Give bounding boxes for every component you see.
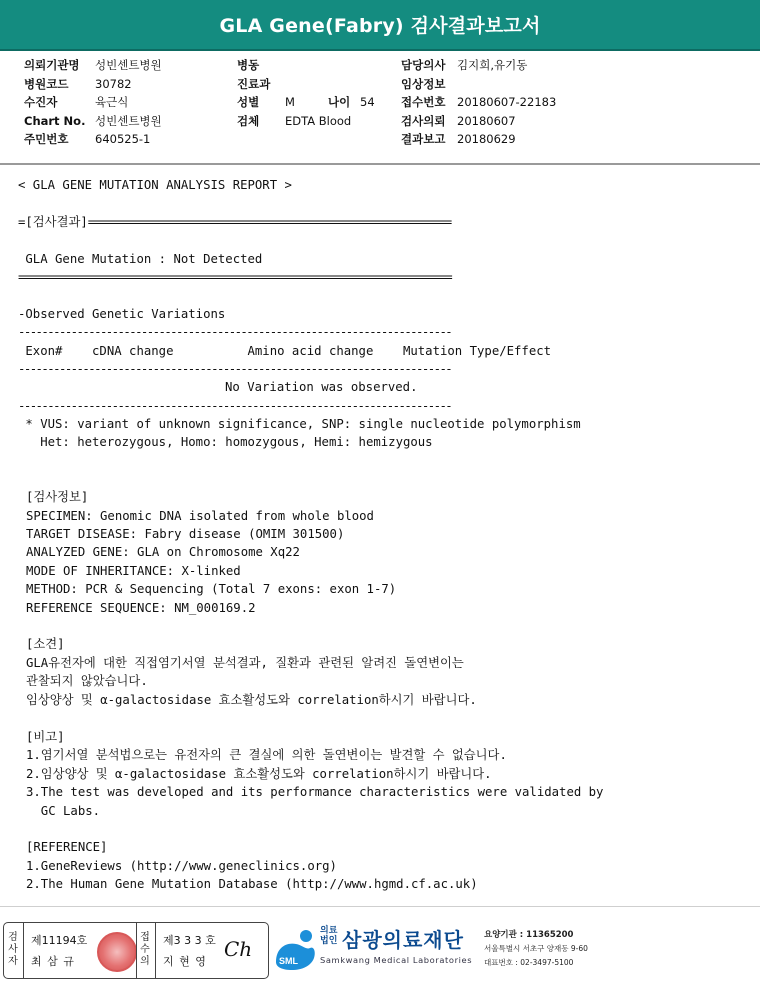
rule-line: -------------------------------------------------------------------------- [18, 399, 452, 413]
signature-box [3, 922, 269, 979]
info-label: 주민번호 [24, 132, 69, 146]
info-row [24, 56, 162, 75]
variations-title: -Observed Genetic Variations [18, 307, 226, 321]
info-value: 640525-1 [95, 132, 151, 146]
abbrev-note: * VUS: variant of unknown significance, SNP: single nucleotide polymorphism [18, 417, 581, 431]
institution-code [484, 928, 588, 942]
info-row [24, 75, 162, 94]
sml-logo-icon [272, 926, 318, 972]
institution-code-text: 요양기관 : 11365200 [484, 930, 574, 940]
info-label: 임상정보 [401, 76, 446, 91]
examiner-name: 최 삼 규 [31, 955, 75, 968]
rule-line: ============================================================== [87, 215, 451, 229]
patient-info-col1 [24, 56, 162, 149]
info-line: TARGET DISEASE: Fabry disease (OMIM 301500) [26, 527, 345, 541]
footer-divider [0, 906, 760, 907]
info-value: 20180629 [457, 132, 516, 146]
info-label: 검사의뢰 [401, 113, 446, 128]
result-section-label [18, 213, 451, 231]
reference-line: 2.The Human Gene Mutation Database (http://www.hgmd.cf.ac.uk) [26, 877, 478, 891]
info-value: 김지희,유기동 [457, 58, 528, 72]
info-line: SPECIMEN: Genomic DNA isolated from whole blood [26, 509, 374, 523]
report-title: GLA Gene(Fabry) 검사결과보고서 [219, 15, 541, 37]
divider [155, 923, 156, 978]
info-line: REFERENCE SEQUENCE: NM_000169.2 [26, 601, 256, 615]
info-label: 접수번호 [401, 95, 446, 109]
seal-stamp [97, 932, 137, 972]
info-value: 성빈센트병원 [95, 113, 162, 128]
remarks-section-title: [비고] [26, 730, 65, 744]
info-value: 성빈센트병원 [95, 58, 162, 72]
info-label: 진료과 [237, 76, 271, 91]
org-contact [484, 928, 588, 970]
org-badge [320, 926, 337, 946]
info-label: 병동 [237, 58, 260, 72]
info-section-title: [검사정보] [26, 490, 89, 504]
opinion-line: 임상양상 및 α-galactosidase 효소활성도와 correlation하시기 바랍니다. [26, 693, 477, 707]
info-label: 수진자 [24, 95, 58, 109]
info-row [24, 93, 162, 112]
reviewer-license: 제3 3 3 호 [163, 934, 216, 947]
divider [23, 923, 24, 978]
org-badge-top: 의료 [320, 926, 338, 936]
opinion-line: GLA유전자에 대한 직접염기서열 분석결과, 질환과 관련된 알려진 돌연변이는 [26, 656, 464, 670]
info-value: 30782 [95, 76, 132, 91]
address: 서울특별시 서초구 양재동 9-60 [484, 944, 588, 953]
info-label: 의뢰기관명 [24, 58, 80, 72]
header-divider [0, 163, 760, 165]
reviewer-signature: Ch [224, 937, 253, 961]
variation-table-header: Exon# cDNA change Amino acid change Mutation Type/Effect [18, 344, 552, 358]
patient-info-col3 [401, 56, 556, 149]
info-row [401, 93, 556, 112]
info-row [401, 56, 556, 75]
reviewer-name: 지 현 영 [163, 955, 207, 968]
opinion-line: 관찰되지 않았습니다. [26, 674, 148, 688]
remark-line: 3.The test was developed and its performance characteristics were validated by [26, 785, 604, 799]
info-value: 육근식 [95, 95, 129, 109]
reviewer-label: 접수의 [140, 932, 150, 967]
remark-line: 1.염기서열 분석법으로는 유전자의 큰 결실에 의한 돌연변이는 발견할 수 없습니다. [26, 748, 507, 762]
examiner-license: 제11194호 [31, 934, 88, 947]
info-label: 성별 [237, 95, 260, 109]
info-value: M [285, 95, 295, 109]
info-label: 병원코드 [24, 76, 69, 91]
phone: 대표번호 : 02-3497-5100 [484, 958, 574, 967]
org-english-name: Samkwang Medical Laboratories [320, 955, 473, 965]
abbrev-note: Het: heterozygous, Homo: homozygous, Hemi: hemizygous [18, 435, 433, 449]
info-row [237, 75, 351, 94]
info-value: 20180607 [457, 113, 516, 128]
no-variation-text: No Variation was observed. [225, 380, 418, 394]
info-value: 20180607-22183 [457, 95, 557, 109]
info-row [401, 112, 556, 131]
result-label: =[검사결과] [18, 215, 88, 229]
logo-text: SML [279, 956, 298, 966]
age-value: 54 [360, 95, 375, 109]
info-line: MODE OF INHERITANCE: X-linked [26, 564, 241, 578]
remark-line: 2.임상양상 및 α-galactosidase 효소활성도와 correlation하시기 바랍니다. [26, 767, 492, 781]
info-label: 결과보고 [401, 132, 446, 146]
divider [136, 923, 137, 978]
mutation-result: GLA Gene Mutation : Not Detected [18, 252, 263, 266]
rule-line: -------------------------------------------------------------------------- [18, 362, 452, 376]
org-badge-bottom: 법인 [320, 936, 338, 946]
report-header: < GLA GENE MUTATION ANALYSIS REPORT > [18, 178, 292, 192]
info-label: 담당의사 [401, 58, 446, 72]
info-row [237, 56, 351, 75]
age-label: 나이 [328, 95, 351, 109]
info-row [401, 75, 556, 94]
report-title-bar [0, 0, 760, 51]
info-line: METHOD: PCR & Sequencing (Total 7 exons: exon 1-7) [26, 582, 397, 596]
info-value: EDTA Blood [285, 113, 352, 128]
info-label: Chart No. [24, 113, 86, 128]
info-label: 검체 [237, 113, 260, 128]
rule-line: -------------------------------------------------------------------------- [18, 325, 452, 339]
info-row [24, 130, 162, 149]
info-row [24, 112, 162, 131]
reference-line: 1.GeneReviews (http://www.geneclinics.org) [26, 859, 337, 873]
remark-line: GC Labs. [26, 804, 101, 818]
opinion-section-title: [소견] [26, 637, 65, 651]
info-row [401, 130, 556, 149]
info-row [237, 112, 351, 131]
info-line: ANALYZED GENE: GLA on Chromosome Xq22 [26, 545, 300, 559]
rule-line: ========================================================================== [18, 270, 452, 284]
org-name: 삼광의료재단 [342, 928, 464, 952]
reference-section-title: [REFERENCE] [26, 840, 108, 854]
examiner-label: 검사자 [8, 932, 18, 967]
